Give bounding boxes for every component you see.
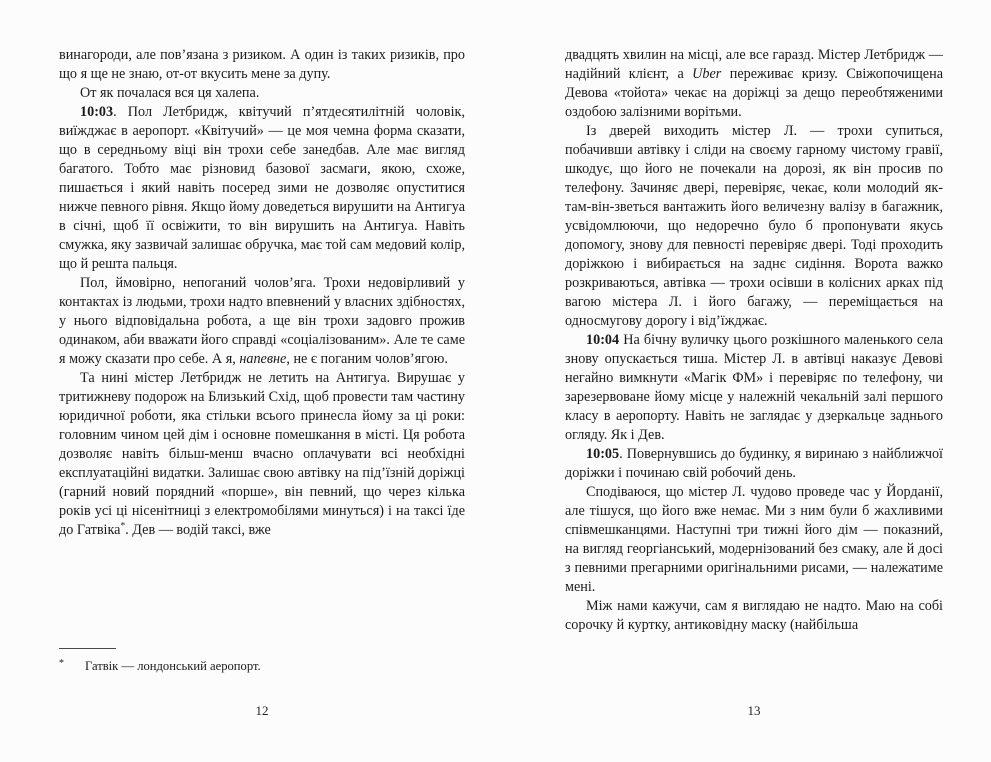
paragraph: [59, 103, 465, 274]
emphasized-word: Uber: [692, 66, 722, 82]
paragraph-text: Між нами кажучи, сам я виглядаю не надто. Маю на собі сорочку й куртку, антиковідну маску (найбільша: [565, 598, 943, 633]
paragraph-text: . Повернувшись до будинку, я виринаю з найближчої доріжки і починаю свій робочий день.: [565, 446, 943, 481]
time-marker: 10:04: [586, 332, 620, 348]
paragraph-text: переживає кризу. Свіжопочищена Девова «тойота» чекає на доріжці за дещо переобтяженими оздобою залізними ворітьми.: [565, 66, 943, 120]
paragraph-text: . Пол Летбридж, квітучий п’ятдесятилітній чоловік, виїжджає в аеропорт. «Квітучий» — це моя чемна форма сказати, що в середньому віці він трохи себе занедбав. Але має вигляд багатого. Тобто має різновид базової засмаги, якою, схоже, пишається і який навіть посеред зими не дозволяє опуститися нижче певного рівня. Якщо йому доведеться вирушити на Антигуа в січні, щоб її освіжити, то він вирушить на Антигуа. Навіть смужка, яку зазвичай залишає обручка, має той сам медовий колір, що й решта пальця.: [59, 104, 465, 272]
left-page: [59, 46, 465, 540]
footnote-text: Гатвік — лондонський аеропорт.: [85, 659, 261, 673]
paragraph: [565, 46, 943, 122]
paragraph-text: Та нині містер Летбридж не летить на Антигуа. Вирушає у тритижневу подорож на Близький Схід, щоб провести там частину юридичної роботи, яка стільки всього принесла йому за ці роки: головним чином цей дім і основне помешкання в місті. Ця робота дозволяє навіть більш-менш вчасно оплачувати всі необхідні експлуатаційні видатки. Залишає свою автівку на під’їзній доріжці (гарний новий порядний «порше», він певний, що через кілька років усі ці нісенітниці з електромобілями минуться) і на таксі їде до Гатвіка: [59, 370, 465, 538]
paragraph: [59, 46, 465, 84]
page-number-right: 13: [747, 703, 761, 718]
paragraph-text: Із дверей виходить містер Л. — трохи супиться, побачивши автівку і сліди на своєму гарному чистому гравії, шкодує, що його не почекали на дорозі, як він просив по телефону. Зачиняє двері, перевіряє, чекає, коли молодий як-там-він-зветься вантажить його величезну валізу в багажник, усвідомлюючи, що недоречно було б пропонувати якусь допомогу, знову для певності перевіряє двері. Тоді проходить доріжкою і вибирається на заднє сидіння. Ворота важко розкриваються, автівка — трохи осівши в колісних арках під вагою містера Л. і його багажу, — переміщається на односмугову дорогу і від’їжджає.: [565, 123, 943, 329]
paragraph-text: , не є поганим чолов’ягою.: [286, 351, 448, 367]
footnote-marker: *: [59, 658, 64, 669]
left-page-text: [59, 46, 465, 540]
footnote-area: [59, 648, 465, 674]
paragraph-text: От як почалася вся ця халепа.: [80, 85, 260, 101]
paragraph: [59, 84, 465, 103]
time-marker: 10:03: [80, 104, 114, 120]
paragraph-text: На бічну вуличку цього розкішного маленького села знову опускається тиша. Містер Л. в автівці наказує Девові негайно вимкнути «Магік ФМ» і перевіряє по телефону, чи зарезервоване йому місце у належній чекальній залі першого класу в аеропорту. Навіть не заглядає у дзеркальце заднього огляду. Як і Дев.: [565, 332, 943, 443]
paragraph-text: двадцять хвилин на місці, але все гаразд. Містер Летбридж — надійний клієнт, а: [565, 47, 943, 82]
footnote: [59, 658, 465, 674]
emphasized-word: напевне: [239, 351, 287, 367]
time-marker: 10:05: [586, 446, 620, 462]
page-number-left: 12: [255, 703, 269, 718]
paragraph: [565, 122, 943, 331]
paragraph: [565, 483, 943, 597]
paragraph: [565, 597, 943, 635]
paragraph-text: Сподіваюся, що містер Л. чудово проведе час у Йорданії, але тішуся, що його вже немає. Ми з ним були б жахливими співмешканцями. Наступні три тижні його дім — показний, на вигляд георгіанський, модернізований без смаку, але й досі з певними прегарними оригінальними рисами, — належатиме мені.: [565, 484, 943, 595]
paragraph: [59, 369, 465, 540]
footnote-divider: [59, 648, 116, 649]
paragraph-text: . Дев — водій таксі, вже: [125, 522, 271, 538]
paragraph: [565, 445, 943, 483]
paragraph-text: Пол, ймовірно, непоганий чолов’яга. Трохи недовірливий у контактах із людьми, трохи надто впевнений у власних здібностях, у нього відповідальна робота, а ще він трохи задовго прожив одинаком, аби вважати його справді «соціалізованим». Але те саме я можу сказати про себе. А я,: [59, 275, 465, 367]
right-page: [565, 46, 943, 635]
paragraph: [565, 331, 943, 445]
paragraph-text: винагороди, але пов’язана з ризиком. А один із таких ризиків, про що я ще не знаю, от-от вкусить мене за дупу.: [59, 47, 465, 82]
right-page-text: [565, 46, 943, 635]
footnote-reference: *: [120, 521, 126, 532]
paragraph: [59, 274, 465, 369]
